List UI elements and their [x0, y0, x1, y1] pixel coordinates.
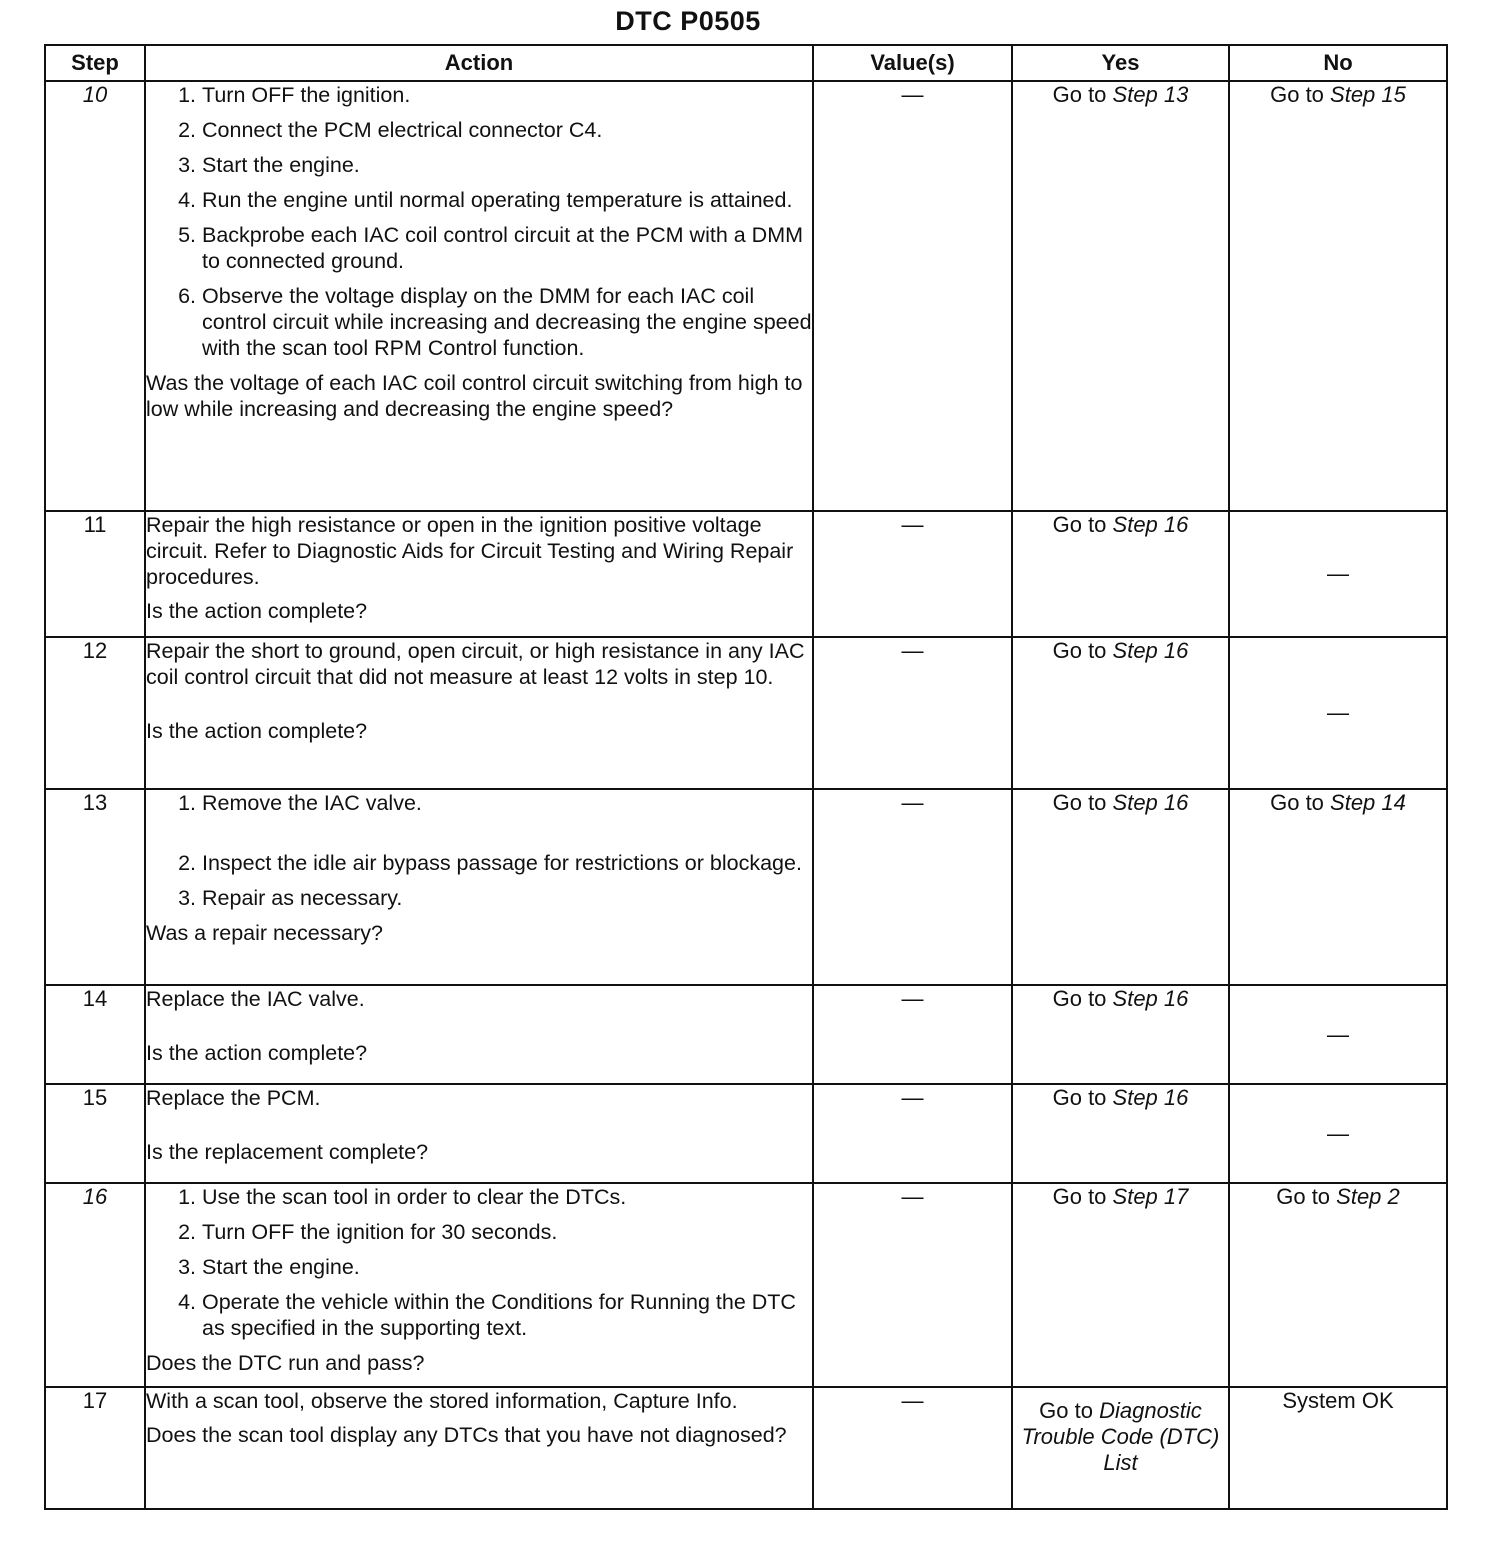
action-step: 6. Observe the voltage display on the DMM for each IAC coil control circuit while increasing and decreasing the engine speed with the scan tool RPM Control function. — [202, 283, 812, 361]
value-cell: — — [813, 1387, 1012, 1509]
action-steps-list — [146, 82, 812, 361]
dtc-table — [44, 44, 1448, 1510]
table-header-row — [45, 45, 1447, 81]
yes-step-link: Step 16 — [1112, 986, 1189, 1011]
step-number: 16 — [45, 1183, 145, 1387]
yes-cell — [1012, 1387, 1229, 1509]
step-number: 17 — [45, 1387, 145, 1509]
no-cell: — — [1229, 985, 1447, 1084]
yes-cell — [1012, 985, 1229, 1084]
action-text: Repair the short to ground, open circuit, or high resistance in any IAC coil control circuit that did not measure at least 12 volts in step 10. — [146, 639, 805, 689]
no-cell: — — [1229, 637, 1447, 789]
value-cell: — — [813, 985, 1012, 1084]
yes-step-link: Step 16 — [1112, 790, 1189, 815]
yes-prefix: Go to — [1052, 638, 1113, 663]
action-cell — [145, 985, 813, 1084]
yes-dtc-list-link: Diagnostic Trouble Code (DTC) List — [1021, 1398, 1220, 1475]
action-step: 2. Inspect the idle air bypass passage for restrictions or blockage. — [202, 850, 812, 876]
action-step: 3. Start the engine. — [202, 152, 812, 178]
action-cell — [145, 81, 813, 511]
table-row — [45, 81, 1447, 511]
action-text: Replace the IAC valve. — [146, 987, 365, 1011]
step-number: 14 — [45, 985, 145, 1084]
value-cell: — — [813, 789, 1012, 985]
yes-cell — [1012, 637, 1229, 789]
action-text: Replace the PCM. — [146, 1086, 321, 1110]
no-prefix: Go to — [1270, 82, 1331, 107]
action-step: 1. Remove the IAC valve. — [202, 790, 812, 816]
action-step: 3. Repair as necessary. — [202, 885, 812, 911]
no-prefix: Go to — [1276, 1184, 1337, 1209]
action-steps-list — [146, 1184, 812, 1341]
action-step: 4. Operate the vehicle within the Conditions for Running the DTC as specified in the supporting text. — [202, 1289, 812, 1341]
action-cell — [145, 637, 813, 789]
value-cell: — — [813, 637, 1012, 789]
yes-cell — [1012, 511, 1229, 637]
action-question: Was the voltage of each IAC coil control circuit switching from high to low while increasing and decreasing the engine speed? — [146, 371, 803, 421]
yes-cell — [1012, 789, 1229, 985]
yes-prefix: Go to — [1052, 986, 1113, 1011]
action-question: Was a repair necessary? — [146, 921, 383, 945]
no-step-link: Step 14 — [1330, 790, 1406, 815]
action-cell — [145, 1387, 813, 1509]
yes-cell — [1012, 81, 1229, 511]
yes-step-link: Step 16 — [1112, 1085, 1189, 1110]
yes-prefix: Go to — [1039, 1398, 1100, 1423]
step-number: 13 — [45, 789, 145, 985]
no-cell: — — [1229, 1084, 1447, 1183]
action-step: 5. Backprobe each IAC coil control circuit at the PCM with a DMM to connected ground. — [202, 222, 812, 274]
action-question: Is the action complete? — [146, 719, 368, 743]
action-cell — [145, 1084, 813, 1183]
step-number: 15 — [45, 1084, 145, 1183]
value-cell: — — [813, 511, 1012, 637]
value-cell: — — [813, 1084, 1012, 1183]
yes-prefix: Go to — [1052, 1085, 1113, 1110]
table-row — [45, 511, 1447, 637]
yes-cell — [1012, 1183, 1229, 1387]
step-number: 10 — [45, 81, 145, 511]
value-cell: — — [813, 81, 1012, 511]
action-step: 2. Connect the PCM electrical connector C4. — [202, 117, 812, 143]
no-prefix: Go to — [1270, 790, 1331, 815]
action-question: Is the action complete? — [146, 599, 368, 623]
table-row — [45, 637, 1447, 789]
no-cell: System OK — [1229, 1387, 1447, 1509]
table-row — [45, 1183, 1447, 1387]
action-step: 1. Use the scan tool in order to clear the DTCs. — [202, 1184, 812, 1210]
action-step: 2. Turn OFF the ignition for 30 seconds. — [202, 1219, 812, 1245]
action-cell — [145, 789, 813, 985]
action-step: 4. Run the engine until normal operating temperature is attained. — [202, 187, 812, 213]
yes-step-link: Step 16 — [1112, 638, 1189, 663]
action-question: Is the replacement complete? — [146, 1140, 429, 1164]
yes-prefix: Go to — [1052, 790, 1113, 815]
table-row — [45, 985, 1447, 1084]
no-step-link: Step 15 — [1330, 82, 1406, 107]
action-text: With a scan tool, observe the stored information, Capture Info. — [146, 1389, 738, 1413]
header-values: Value(s) — [813, 45, 1012, 81]
no-cell — [1229, 1183, 1447, 1387]
yes-step-link: Step 17 — [1112, 1184, 1189, 1209]
yes-prefix: Go to — [1052, 82, 1113, 107]
value-cell: — — [813, 1183, 1012, 1387]
action-text: Repair the high resistance or open in the ignition positive voltage circuit. Refer to Diagnostic Aids for Circuit Testing and Wiring Repair procedures. — [146, 513, 794, 589]
table-row — [45, 1084, 1447, 1183]
yes-prefix: Go to — [1052, 1184, 1113, 1209]
action-step: 3. Start the engine. — [202, 1254, 812, 1280]
yes-step-link: Step 13 — [1112, 82, 1189, 107]
action-step: 1. Turn OFF the ignition. — [202, 82, 812, 108]
no-cell — [1229, 81, 1447, 511]
yes-step-link: Step 16 — [1112, 512, 1189, 537]
no-step-link: Step 2 — [1336, 1184, 1400, 1209]
table-row — [45, 1387, 1447, 1509]
action-steps-list — [146, 790, 812, 911]
action-question: Is the action complete? — [146, 1041, 368, 1065]
header-step: Step — [45, 45, 145, 81]
no-cell — [1229, 789, 1447, 985]
table-row — [45, 789, 1447, 985]
header-yes: Yes — [1012, 45, 1229, 81]
page-title: DTC P0505 — [615, 6, 761, 36]
no-cell: — — [1229, 511, 1447, 637]
action-question: Does the scan tool display any DTCs that you have not diagnosed? — [146, 1423, 787, 1447]
yes-prefix: Go to — [1052, 512, 1113, 537]
action-question: Does the DTC run and pass? — [146, 1351, 425, 1375]
step-number: 12 — [45, 637, 145, 789]
step-number: 11 — [45, 511, 145, 637]
yes-cell — [1012, 1084, 1229, 1183]
action-cell — [145, 1183, 813, 1387]
action-cell — [145, 511, 813, 637]
header-no: No — [1229, 45, 1447, 81]
header-action: Action — [145, 45, 813, 81]
